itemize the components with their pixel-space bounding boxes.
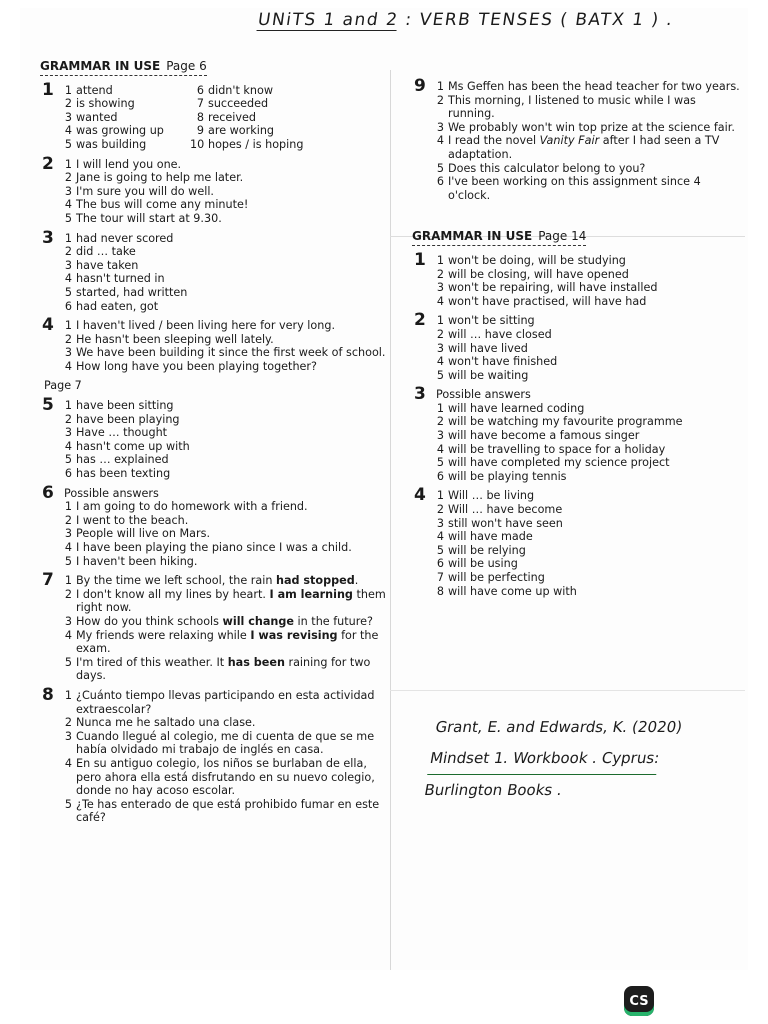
answer-text: will be playing tennis (448, 469, 567, 483)
answer-number: 3 (436, 429, 444, 443)
answer-item (62, 333, 390, 347)
answer-item (62, 514, 390, 528)
answer-item (62, 574, 390, 588)
answer-text: I am going to do homework with a friend. (76, 500, 308, 514)
answer-text: is showing (76, 97, 135, 111)
exercise-number: 1 (414, 249, 426, 270)
answer-text: ¿Cuánto tiempo llevas participando en esta actividad extraescolar? (76, 688, 375, 716)
answer-text: I don't know all my lines by heart. I am learning them right now. (76, 587, 386, 615)
answer-item (62, 272, 390, 286)
answer-item (434, 281, 742, 295)
answer-item (62, 467, 390, 481)
answer-item (62, 716, 390, 730)
answer-text: Have … thought (76, 426, 168, 440)
answer-number: 1 (64, 319, 72, 333)
answer-item (434, 134, 742, 161)
exercise-number: 8 (42, 684, 54, 705)
answer-number: 2 (64, 332, 72, 346)
answer-number: 3 (64, 527, 72, 541)
answer-text: We have been building it since the first week of school. (76, 346, 386, 360)
answer-number: 3 (64, 614, 72, 628)
answer-item (434, 402, 742, 416)
answer-item (62, 413, 390, 427)
answer-item (434, 328, 742, 342)
handwritten-title (257, 10, 680, 30)
answer-number: 3 (436, 341, 444, 355)
answer-number: 3 (64, 110, 72, 124)
answer-text: will have learned coding (448, 401, 585, 415)
answer-text: will have come up with (448, 584, 577, 598)
exercise-number: 6 (42, 482, 54, 503)
answer-item (434, 314, 742, 328)
answer-text: will be waiting (448, 368, 529, 382)
answer-number: 1 (436, 80, 444, 93)
exercise-number: 7 (42, 570, 54, 591)
answer-number: 1 (64, 574, 72, 588)
answer-item (62, 555, 390, 569)
answer-text: have taken (76, 258, 139, 272)
answer-text: will have completed my science project (448, 456, 670, 470)
answer-text: hasn't come up with (76, 439, 190, 453)
answer-number: 1 (436, 314, 444, 328)
answer-number: 1 (64, 500, 72, 514)
answer-number: 6 (64, 299, 72, 313)
answer-text: won't have finished (448, 355, 558, 369)
answer-number: 2 (436, 93, 444, 107)
p14-exercise-4 (412, 485, 742, 598)
answer-item (190, 84, 340, 98)
answer-item (434, 489, 742, 503)
answer-item (62, 798, 390, 825)
p14-exercise-1 (412, 249, 742, 308)
answer-number: 3 (436, 516, 444, 530)
answer-item (434, 415, 742, 429)
answer-emphasis: had stopped (275, 574, 355, 588)
answer-item (434, 557, 742, 571)
title-units: UNiTS 1 and 2 (256, 10, 400, 30)
exercise-number: 4 (42, 315, 54, 336)
exercise-number: 3 (414, 384, 426, 405)
answer-item (62, 399, 390, 413)
answer-number: 5 (64, 655, 72, 669)
exercise-3 (40, 227, 390, 314)
answer-number: 2 (64, 245, 72, 259)
answer-item (62, 212, 390, 226)
answer-item (62, 500, 390, 514)
answer-text: Ms Geffen has been the head teacher for two years. (448, 80, 740, 93)
answer-number: 8 (196, 110, 204, 124)
answer-text: I haven't lived / been living here for very long. (76, 319, 336, 333)
answer-text: had eaten, got (76, 299, 159, 313)
answer-item (62, 158, 390, 172)
answer-text: received (208, 110, 256, 124)
right-column (412, 76, 742, 604)
answer-text: Nunca me he saltado una clase. (76, 716, 256, 730)
answer-text: This morning, I listened to music while I was running. (448, 93, 696, 121)
answer-number: 3 (436, 281, 444, 295)
answer-item (62, 286, 390, 300)
answer-number: 4 (64, 756, 72, 770)
exercise-6 (40, 482, 390, 569)
answer-number: 6 (64, 467, 72, 481)
answer-item (62, 111, 190, 125)
answer-item (434, 571, 742, 585)
exercise-5 (40, 395, 390, 481)
answer-text: Jane is going to help me later. (76, 171, 244, 185)
answer-item (434, 268, 742, 282)
answer-number: 4 (436, 294, 444, 308)
answer-text: By the time we left school, the rain had stopped. (76, 574, 359, 588)
answer-text: will have lived (448, 341, 528, 355)
answer-number: 1 (64, 83, 72, 97)
section-title-page6: GRAMMAR IN USE Page 6 (40, 60, 207, 76)
answer-item (62, 541, 390, 555)
answer-number: 3 (436, 120, 444, 134)
answer-text: succeeded (208, 97, 269, 111)
exercise-number: 1 (42, 79, 54, 100)
answer-number: 5 (64, 797, 72, 811)
answer-number: 3 (64, 729, 72, 743)
answer-number: 3 (64, 346, 72, 360)
answer-item (434, 530, 742, 544)
answer-number: 4 (436, 134, 444, 148)
answer-item (62, 588, 390, 615)
answer-item (434, 585, 742, 599)
answer-number: 2 (64, 412, 72, 426)
answer-item (62, 757, 390, 798)
exercise-number: 5 (42, 395, 54, 416)
answer-text: was building (76, 137, 147, 151)
answer-item (62, 426, 390, 440)
answer-item (434, 544, 742, 558)
answer-item (62, 138, 190, 152)
answer-number: 2 (436, 503, 444, 517)
answer-number: 10 (190, 137, 205, 151)
answer-text: My friends were relaxing while I was revising for the exam. (76, 628, 379, 656)
answer-item (62, 198, 390, 212)
answer-number: 7 (196, 97, 204, 111)
answer-emphasis: will change (222, 614, 294, 628)
answer-text: Does this calculator belong to you? (448, 161, 646, 175)
answer-number: 3 (64, 426, 72, 440)
answer-text: I went to the beach. (76, 513, 189, 527)
answer-item (434, 429, 742, 443)
answer-text: has been texting (76, 467, 171, 481)
answer-item (62, 124, 190, 138)
answer-item (62, 319, 390, 333)
answer-item (62, 259, 390, 273)
reference-line: Grant, E. and Edwards, K. (2020) (434, 718, 684, 736)
exercise-number: 3 (42, 227, 54, 248)
answer-number: 2 (436, 415, 444, 429)
answer-number: 2 (436, 327, 444, 341)
answer-item (62, 185, 390, 199)
answer-number: 5 (64, 285, 72, 299)
answer-item (62, 656, 390, 683)
exercise-heading: Possible answers (436, 388, 531, 402)
answer-text: I haven't been hiking. (76, 554, 198, 568)
answer-item (434, 369, 742, 383)
answer-text: started, had written (76, 285, 188, 299)
exercise-7 (40, 570, 390, 683)
answer-number: 4 (64, 198, 72, 212)
p14-exercise-2 (412, 310, 742, 382)
answer-text: have been playing (76, 412, 180, 426)
answer-text: He hasn't been sleeping well lately. (76, 332, 274, 346)
answer-number: 4 (436, 355, 444, 369)
answer-item (434, 517, 742, 531)
section-title-page14: GRAMMAR IN USE Page 14 (412, 230, 586, 246)
answer-text: will be travelling to space for a holiday (448, 442, 666, 456)
answer-number: 2 (436, 267, 444, 281)
answer-text: Will … be living (448, 489, 535, 503)
exercise-number: 4 (414, 485, 426, 506)
exercise-1 (40, 79, 390, 152)
p14-exercise-3 (412, 384, 742, 483)
answer-number: 4 (64, 541, 72, 554)
answer-text: will … have closed (448, 327, 552, 341)
exercise-number: 9 (414, 76, 426, 96)
answer-number: 4 (64, 439, 72, 453)
answer-number: 9 (196, 124, 204, 138)
answer-item (62, 232, 390, 246)
answer-text: didn't know (208, 83, 273, 97)
answer-text: attend (76, 83, 113, 97)
answer-item (434, 80, 742, 94)
answer-item (434, 295, 742, 309)
answer-number: 1 (436, 253, 444, 267)
answer-item (434, 443, 742, 457)
answer-text: I read the novel Vanity Fair after I had seen a TV adaptation. (448, 134, 720, 161)
answer-number: 1 (64, 157, 72, 171)
answer-emphasis: has been (227, 655, 285, 669)
handwritten-reference (422, 712, 759, 806)
answer-number: 2 (64, 97, 72, 111)
answer-number: 5 (64, 554, 72, 568)
answer-text: did … take (76, 245, 136, 259)
answer-item (434, 456, 742, 470)
answer-item (434, 254, 742, 268)
answer-text: The tour will start at 9.30. (76, 211, 222, 225)
answer-item (190, 138, 340, 152)
answer-text: I have been playing the piano since I was a child. (76, 541, 352, 554)
answer-emphasis: I am learning (269, 587, 353, 601)
answer-text: The bus will come any minute! (76, 198, 249, 212)
answer-number: 3 (64, 258, 72, 272)
answer-number: 1 (436, 401, 444, 415)
answer-text: I've been working on this assignment since 4 o'clock. (448, 175, 701, 202)
answer-item (434, 121, 742, 135)
answer-emphasis: Vanity Fair (539, 134, 600, 148)
answer-text: won't be repairing, will have installed (448, 281, 658, 295)
answer-item (434, 162, 742, 176)
answer-item (62, 300, 390, 314)
section-divider (390, 690, 745, 691)
answer-item (62, 346, 390, 360)
answer-text: Cuando llegué al colegio, me di cuenta de que se me había olvidado mi trabajo de inglés en casa. (76, 729, 375, 757)
answer-text: En su antiguo colegio, los niños se burlaban de ella, pero ahora ella está disfrutando en su nuevo colegio, donde no hay acoso escolar. (76, 756, 375, 798)
column-divider (390, 70, 391, 970)
exercise-8 (40, 684, 390, 825)
answer-number: 5 (436, 456, 444, 470)
answer-number: 5 (64, 137, 72, 151)
answer-text: will have become a famous singer (448, 429, 640, 443)
answer-number: 8 (436, 584, 444, 598)
answer-text: was growing up (76, 124, 164, 138)
answer-text: will have made (448, 530, 533, 544)
answer-number: 6 (436, 469, 444, 483)
answer-text: will be watching my favourite programme (448, 415, 683, 429)
answer-number: 5 (436, 161, 444, 175)
answer-item (62, 453, 390, 467)
answer-text: will be using (448, 557, 518, 571)
answer-text: I will lend you one. (76, 157, 182, 171)
answer-text: How long have you been playing together? (76, 359, 317, 373)
answer-number: 4 (64, 359, 72, 373)
answer-item (434, 470, 742, 484)
answer-text: will be perfecting (448, 571, 545, 584)
answer-item (62, 730, 390, 757)
answer-text: will be closing, will have opened (448, 267, 629, 281)
answer-text: ¿Te has enterado de que está prohibido fumar en este café? (76, 797, 380, 825)
answer-item (62, 84, 190, 98)
answer-number: 4 (64, 272, 72, 286)
answer-number: 4 (436, 530, 444, 544)
answer-number: 6 (196, 83, 204, 97)
answer-item (62, 171, 390, 185)
answer-text: People will live on Mars. (76, 527, 211, 541)
answer-number: 1 (64, 688, 72, 702)
answer-text: had never scored (76, 231, 174, 245)
answer-item (62, 440, 390, 454)
answer-item (190, 111, 340, 125)
answer-number: 5 (436, 543, 444, 557)
answer-text: hopes / is hoping (208, 137, 304, 151)
answer-item (434, 355, 742, 369)
answer-number: 2 (64, 513, 72, 527)
answer-text: How do you think schools will change in the future? (76, 614, 373, 628)
answer-number: 2 (64, 587, 72, 601)
answer-number: 5 (64, 453, 72, 467)
answer-text: Will … have become (448, 503, 563, 517)
answer-text: We probably won't win top prize at the science fair. (448, 120, 735, 134)
answer-text: have been sitting (76, 399, 174, 413)
exercise-2 (40, 153, 390, 226)
answer-item (434, 503, 742, 517)
answer-number: 4 (436, 442, 444, 456)
answer-number: 7 (436, 571, 444, 584)
title-topic: : VERB TENSES ( BATX 1 ) . (403, 10, 675, 30)
answer-text: hasn't turned in (76, 272, 165, 286)
answer-text: are working (208, 124, 275, 138)
answer-number: 6 (436, 175, 444, 189)
answer-number: 1 (436, 489, 444, 503)
answer-text: won't be doing, will be studying (448, 253, 626, 267)
answer-text: will be relying (448, 543, 526, 557)
answer-number: 3 (64, 184, 72, 198)
answer-item (62, 629, 390, 656)
answer-number: 6 (436, 557, 444, 571)
answer-item (62, 615, 390, 629)
answer-emphasis: I was revising (250, 628, 338, 642)
answer-item (62, 245, 390, 259)
exercise-4 (40, 315, 390, 373)
exercise-number: 2 (414, 310, 426, 331)
answer-number: 4 (64, 628, 72, 642)
answer-number: 2 (64, 171, 72, 185)
answer-number: 1 (64, 231, 72, 245)
answer-number: 5 (436, 368, 444, 382)
left-column (40, 60, 390, 831)
answer-text: I'm tired of this weather. It has been raining for two days. (76, 655, 371, 683)
answer-text: still won't have seen (448, 516, 563, 530)
answer-number: 5 (64, 211, 72, 225)
exercise-9 (412, 76, 742, 202)
page-label: Page 7 (44, 379, 82, 393)
answer-number: 4 (64, 124, 72, 138)
answer-item (62, 360, 390, 374)
answer-text: has … explained (76, 453, 169, 467)
exercise-heading: Possible answers (64, 486, 159, 500)
answer-item (434, 175, 742, 202)
answer-item (190, 97, 340, 111)
answer-text: won't have practised, will have had (448, 294, 647, 308)
answer-number: 1 (64, 399, 72, 413)
answer-item (190, 124, 340, 138)
answer-text: wanted (76, 110, 118, 124)
answer-text: won't be sitting (448, 314, 535, 328)
answer-item (62, 527, 390, 541)
exercise-number: 2 (42, 153, 54, 174)
reference-line: Mindset 1. Workbook . Cyprus: (427, 743, 662, 775)
camscanner-logo: CS (624, 986, 654, 1016)
answer-item (434, 94, 742, 121)
answer-number: 2 (64, 716, 72, 730)
answer-text: I'm sure you will do well. (76, 184, 214, 198)
reference-line: Burlington Books . (422, 781, 564, 799)
answer-item (62, 689, 390, 716)
answer-item (62, 97, 190, 111)
answer-item (434, 342, 742, 356)
